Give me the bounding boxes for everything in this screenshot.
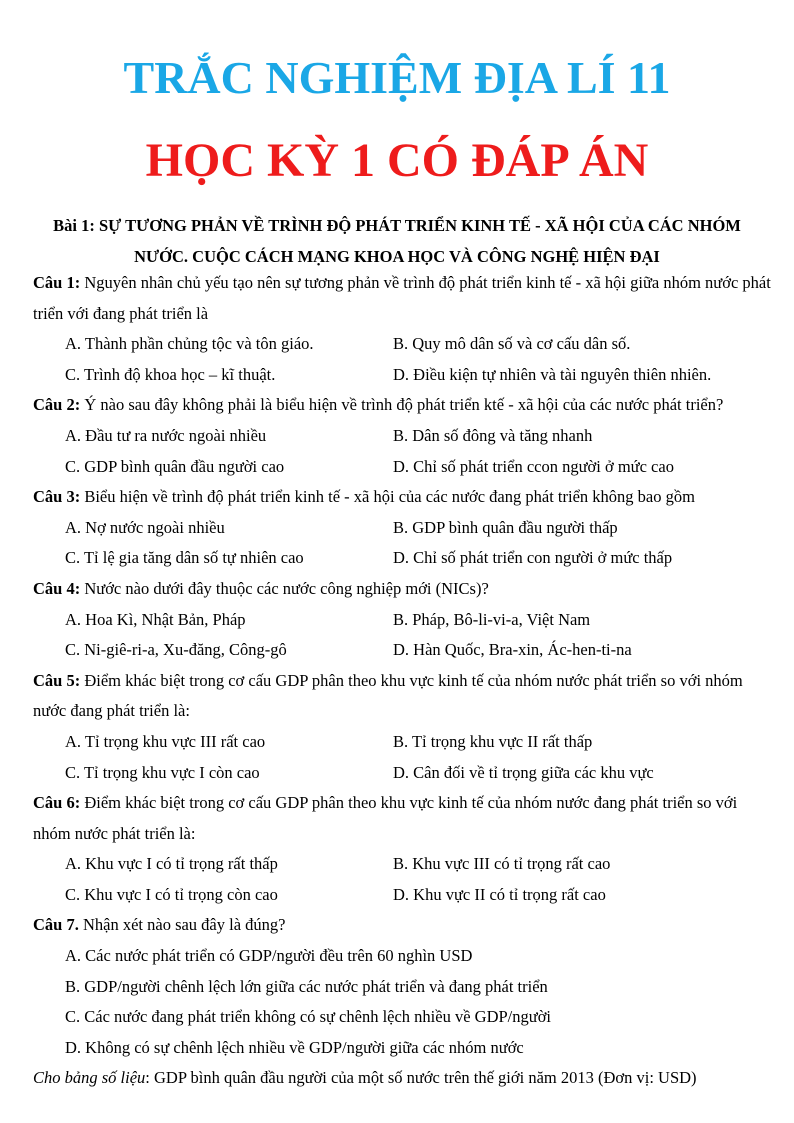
option-b: B. Pháp, Bô-li-vi-a, Việt Nam <box>393 609 591 629</box>
option-row <box>33 513 773 544</box>
option-row <box>33 543 773 574</box>
table-note-text: : GDP bình quân đầu người của một số nước trên thế giới năm 2013 (Đơn vị: USD) <box>145 1068 697 1088</box>
option-c: C. Tỉ trọng khu vực I còn cao <box>65 762 260 782</box>
question-body: Điểm khác biệt trong cơ cấu GDP phân theo khu vực kinh tế của nhóm nước đang phát triển so với nhóm nước phát triển là: <box>33 793 738 843</box>
table-note <box>33 1063 773 1094</box>
lesson-heading-line-2: NƯỚC. CUỘC CÁCH MẠNG KHOA HỌC VÀ CÔNG NGHỆ HIỆN ĐẠI <box>134 247 660 266</box>
lesson-heading <box>24 210 770 272</box>
option-c: C. Ni-giê-ri-a, Xu-đăng, Công-gô <box>65 640 287 660</box>
question-text <box>33 666 773 727</box>
question-label: Câu 1: <box>33 273 81 292</box>
option-d: D. Chỉ số phát triển con người ở mức thấp <box>393 548 673 568</box>
question-list <box>33 268 773 1094</box>
question-body: Điểm khác biệt trong cơ cấu GDP phân theo khu vực kinh tế của nhóm nước phát triển so với nhóm nước đang phát triển là: <box>33 670 743 721</box>
option-row <box>33 421 773 452</box>
option-b: B. GDP bình quân đầu người thấp <box>393 517 618 537</box>
question-body: Nhận xét nào sau đây là đúng? <box>78 915 286 935</box>
question-label: Câu 3: <box>33 487 81 507</box>
question-text <box>33 390 773 421</box>
option-b: B. GDP/người chênh lệch lớn giữa các nước phát triển và đang phát triển <box>65 976 548 996</box>
title-line-1: TRẮC NGHIỆM ĐỊA LÍ 11 <box>123 52 671 103</box>
question-5 <box>33 666 773 788</box>
option-d: D. Chỉ số phát triển ccon người ở mức cao <box>393 456 674 476</box>
option-c: C. Khu vực I có tỉ trọng còn cao <box>65 884 278 904</box>
option-d: D. Hàn Quốc, Bra-xin, Ác-hen-ti-na <box>393 640 632 660</box>
option-b: B. Khu vực III có tỉ trọng rất cao <box>393 854 611 874</box>
question-text <box>33 910 773 941</box>
title-line-2: HỌC KỲ 1 CÓ ĐÁP ÁN <box>145 134 649 187</box>
option-d: D. Khu vực II có tỉ trọng rất cao <box>393 884 606 904</box>
question-label: Câu 5: <box>33 670 81 690</box>
option-row <box>33 329 773 360</box>
question-7 <box>33 910 773 1063</box>
question-label: Câu 4: <box>33 578 81 598</box>
option-d: D. Cân đối về tỉ trọng giữa các khu vực <box>393 762 654 782</box>
option-c: C. GDP bình quân đầu người cao <box>65 456 285 476</box>
option-c: C. Tỉ lệ gia tăng dân số tự nhiên cao <box>65 548 304 568</box>
option-a: A. Hoa Kì, Nhật Bản, Pháp <box>65 609 246 629</box>
option-d: D. Điều kiện tự nhiên và tài nguyên thiên nhiên. <box>393 364 712 384</box>
option-c: C. Các nước đang phát triển không có sự chênh lệch nhiều về GDP/người <box>65 1007 552 1027</box>
question-text <box>33 268 773 329</box>
option-row <box>33 452 773 483</box>
option-b: B. Quy mô dân số và cơ cấu dân số. <box>393 334 631 354</box>
option-a: A. Đầu tư ra nước ngoài nhiều <box>65 425 267 445</box>
table-note-label: Cho bảng số liệu <box>33 1068 146 1088</box>
option-a: A. Thành phần chủng tộc và tôn giáo. <box>65 334 314 354</box>
question-1 <box>33 268 773 390</box>
question-4 <box>33 574 773 666</box>
question-label: Câu 2: <box>33 395 81 415</box>
option-b: B. Dân số đông và tăng nhanh <box>393 425 593 445</box>
question-text <box>33 574 773 605</box>
question-body: Ý nào sau đây không phải là biểu hiện về trình độ phát triển ktế - xã hội của các nước phát triển? <box>80 395 724 415</box>
question-3 <box>33 482 773 574</box>
option-row <box>33 360 773 391</box>
option-row <box>33 849 773 880</box>
question-body: Nước nào dưới đây thuộc các nước công nghiệp mới (NICs)? <box>80 578 489 598</box>
question-body: Biểu hiện về trình độ phát triển kinh tế - xã hội của các nước đang phát triển không bao gồm <box>80 487 695 507</box>
option-row <box>33 880 773 911</box>
question-body: Nguyên nhân chủ yếu tạo nên sự tương phản về trình độ phát triển kinh tế - xã hội giữa nhóm nước phát triển với đang phát triển là <box>33 273 771 323</box>
question-text <box>33 788 773 849</box>
question-label: Câu 7. <box>33 915 79 935</box>
question-2 <box>33 390 773 482</box>
option-a: A. Các nước phát triển có GDP/người đều trên 60 nghìn USD <box>65 946 473 966</box>
option-row <box>33 635 773 666</box>
option-c: C. Trình độ khoa học – kĩ thuật. <box>65 364 276 384</box>
lesson-heading-line-1: Bài 1: SỰ TƯƠNG PHẢN VỀ TRÌNH ĐỘ PHÁT TRIỂN KINH TẾ - XÃ HỘI CỦA CÁC NHÓM <box>53 216 741 235</box>
question-6 <box>33 788 773 910</box>
question-label: Câu 6: <box>33 793 81 813</box>
option-row <box>33 605 773 636</box>
option-a: A. Khu vực I có tỉ trọng rất thấp <box>65 854 278 874</box>
option-b: B. Tỉ trọng khu vực II rất thấp <box>393 731 593 751</box>
question-text <box>33 482 773 513</box>
option-a: A. Tỉ trọng khu vực III rất cao <box>65 731 266 751</box>
option-row <box>33 727 773 758</box>
option-d: D. Không có sự chênh lệch nhiều về GDP/người giữa các nhóm nước <box>65 1037 524 1057</box>
option-row <box>33 758 773 789</box>
option-a: A. Nợ nước ngoài nhiều <box>65 517 225 537</box>
